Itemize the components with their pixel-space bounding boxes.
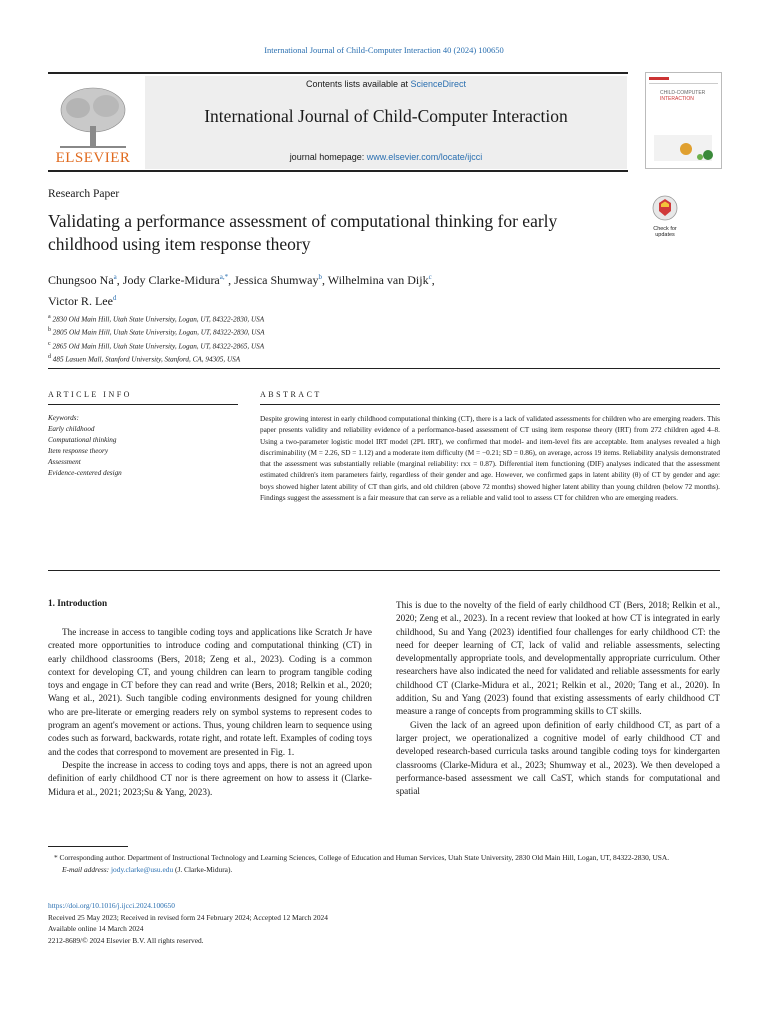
article-type: Research Paper bbox=[48, 188, 120, 200]
paragraph: Despite the increase in access to coding toys and apps, there is not an agreed upon definition of early childhood CT nor is there agreement on how to assess it (Clarke-Midura et al., 2021; 2023;Su & Yang, 2023). bbox=[48, 759, 372, 797]
article-info-heading: ARTICLE INFO bbox=[48, 390, 132, 399]
copyright: 2212-8689/© 2024 Elsevier B.V. All rights reserved. bbox=[48, 935, 204, 945]
affil-marker: b bbox=[48, 327, 51, 334]
author-affil-marker[interactable]: a bbox=[113, 273, 117, 281]
body-right-column bbox=[396, 599, 720, 798]
keyword: Evidence-centered design bbox=[48, 469, 122, 477]
corresponding-author-note: * Corresponding author. Department of Instructional Technology and Learning Sciences, College of Education and Human Services, Utah State University, 2830 Old Main Hill, Logan, UT, 84322-2830, USA. bbox=[54, 853, 670, 862]
author-name[interactable]: Jody Clarke-Midura bbox=[122, 273, 220, 287]
cover-art bbox=[646, 73, 721, 168]
doi-link[interactable]: https://doi.org/10.1016/j.ijcci.2024.100650 bbox=[48, 901, 175, 910]
affiliation bbox=[48, 339, 265, 352]
author-name[interactable]: Chungsoo Na bbox=[48, 273, 114, 287]
journal-title: International Journal of Child-Computer Interaction bbox=[204, 106, 568, 126]
affil-text: 2865 Old Main Hill, Utah State University, Logan, UT, 84322-2865, USA bbox=[52, 342, 265, 351]
paragraph: Given the lack of an agreed upon definition of early childhood CT, as part of a larger project, we operationalized a cognitive model of early childhood CT and developed research-based curricula tasks around tangible coding toys for kindergarten classrooms (Clarke-Midura et al., 2023; Shumway et al., 2023). We then developed a performance-based assessment we call CaST, which stands for computational and spatial bbox=[396, 719, 720, 797]
keyword: Assessment bbox=[48, 458, 81, 466]
email-line bbox=[48, 864, 720, 876]
paragraph: This is due to the novelty of the field of early childhood CT (Bers, 2018; Relkin et al., 2020; Zeng et al., 2023). In a recent review that looked at how CT is integrated in early childhood, Su and Yang (2023) identified four challenges for early childhood CT: the need for deeper learning of CT, lack of valid and reliable assessments, selecting developmentally appropriate tools, and developmentally appropriate curriculum. Other researchers have also indicated the need for validated and reliable assessments for early childhood CT (Clarke-Midura et al., 2021; Relkin et al., 2020; Tang et al., 2020). In addition, Su and Yang (2023) found that existing assessments of early childhood CT measure a range of concepts from programming skills to CT skills. bbox=[396, 600, 720, 717]
received-dates: Received 25 May 2023; Received in revised form 24 February 2024; Accepted 12 March 2024 bbox=[48, 912, 328, 922]
affil-text: 485 Lasuen Mall, Stanford University, Stanford, CA, 94305, USA bbox=[52, 355, 241, 364]
abstract-heading: ABSTRACT bbox=[260, 390, 322, 399]
affiliation bbox=[48, 312, 265, 325]
section-heading: 1. Introduction bbox=[48, 598, 108, 608]
cover-title-line-1: CHILD-COMPUTER bbox=[660, 90, 706, 96]
affiliation bbox=[48, 325, 265, 338]
keywords-label: Keywords: bbox=[48, 414, 79, 422]
affiliation bbox=[48, 352, 265, 365]
affil-marker: a bbox=[48, 314, 51, 320]
author-name[interactable]: Wilhelmina van Dijk bbox=[327, 273, 429, 287]
check-updates-label: Check for updates bbox=[653, 226, 677, 238]
author-affil-marker[interactable]: c bbox=[428, 273, 432, 281]
author-name[interactable]: Jessica Shumway bbox=[234, 273, 319, 287]
keyword: Early childhood bbox=[48, 425, 95, 433]
contents-line bbox=[145, 79, 627, 89]
masthead-rule bbox=[48, 170, 628, 172]
check-updates-icon bbox=[652, 195, 678, 221]
affiliation-list bbox=[48, 312, 265, 366]
publication-info bbox=[48, 900, 328, 946]
available-online: Available online 14 March 2024 bbox=[48, 924, 144, 933]
affil-text: 2805 Old Main Hill, Utah State University, Logan, UT, 84322-2830, USA bbox=[52, 328, 265, 337]
footnote bbox=[48, 852, 720, 875]
sciencedirect-link[interactable]: ScienceDirect bbox=[410, 79, 467, 89]
journal-cover[interactable] bbox=[645, 72, 722, 169]
divider bbox=[48, 368, 720, 369]
homepage-prefix: journal homepage: bbox=[289, 152, 367, 162]
affil-marker: c bbox=[48, 340, 51, 347]
body-left-column bbox=[48, 626, 372, 799]
divider bbox=[48, 404, 238, 405]
masthead-rule bbox=[48, 72, 628, 74]
cover-title bbox=[660, 90, 705, 102]
publisher-name: ELSEVIER bbox=[55, 150, 131, 166]
affil-marker: d bbox=[48, 354, 51, 361]
footnote-rule bbox=[48, 846, 128, 847]
divider bbox=[48, 570, 720, 571]
homepage-link[interactable]: www.elsevier.com/locate/ijcci bbox=[366, 152, 483, 162]
author-name[interactable]: Victor R. Lee bbox=[48, 294, 113, 308]
author-affil-marker[interactable]: a,* bbox=[219, 273, 229, 281]
email-link[interactable]: jody.clarke@usu.edu bbox=[111, 864, 174, 874]
author-affil-marker[interactable]: d bbox=[112, 294, 117, 302]
homepage-line bbox=[145, 152, 627, 162]
author-list: Chungsoo Na$^a$, Jody Clarke-Midura$^{a,*}$, Jessica Shumway$^b$, Wilhelmina van Dijk$^c$, Victor R. Lee$^d$ bbox=[48, 273, 435, 308]
abstract-text: Despite growing interest in early childhood computational thinking (CT), there is a lack of validated assessments for children who are emerging readers. This paper presents validity and reliability evidence of a performance-based assessment of CT using item response theory (IRT) from 272 children aged 4–8. Using a two-parameter logistic model IRT model (2PL IRT), we confirmed that model- and item-level fits are acceptable. Item analyses revealed a high discriminability (M = 2.26, SD = 1.12) and a moderate item difficulty (M = −0.21; SD = 0.86), on average, across 19 items. Reliability analysis demonstrated that the assessment was substantially reliable (marginal reliability: rxx = 0.87). Differential item functioning (DIF) analyses indicated that the assessment estimated children's item parameters fairly, regardless of their gender and age. However, we confirmed gaps in latent ability (θ) of CT by gender and age: boys showed higher latent ability of CT than girls, and old children (above 72 months) showed higher latent ability than young children (below 72 months). Findings suggest the assessment is a fair measure that can serve as a reliable and valid tool to assess CT for children who are emerging readers. bbox=[260, 414, 720, 503]
divider bbox=[260, 404, 720, 405]
keywords-block bbox=[48, 413, 122, 479]
article-title: Validating a performance assessment of computational thinking for early childhood using item response theory bbox=[48, 211, 558, 254]
check-for-updates-button[interactable] bbox=[645, 195, 685, 238]
email-suffix: (J. Clarke-Midura). bbox=[173, 864, 233, 874]
keyword: Computational thinking bbox=[48, 436, 117, 444]
journal-reference[interactable]: International Journal of Child-Computer Interaction 40 (2024) 100650 bbox=[264, 45, 504, 55]
author-affil-marker[interactable]: b bbox=[318, 273, 322, 281]
cover-title-line-2: INTERACTION bbox=[660, 96, 694, 102]
paragraph: The increase in access to tangible coding toys and applications like Scratch Jr have created more opportunities to introduce coding and computational thinking (CT) in early childhood classrooms (Bers, 2018; Zeng et al., 2023). Coding is a common context for developing CT, and young children can learn to program tangible coding toys and engage in CT before they can read and write (Bers, 2018; Relkin et al., 2020; Wang et al., 2021). Such tangible coding environments designed for young children who are pre-literate or emerging readers rely on symbol systems to represent codes to program an agent's movement or actions. Thus, young children learn to sequence using codes such as forward, backwards, rotate right, and rotate left. Examples of coding toys and the codes that correspond to movement are presented in Fig. 1. bbox=[48, 627, 372, 757]
email-label: E-mail address: bbox=[62, 864, 111, 874]
keyword: Item response theory bbox=[48, 447, 109, 455]
contents-prefix: Contents lists available at bbox=[305, 79, 411, 89]
affil-text: 2830 Old Main Hill, Utah State University, Logan, UT, 84322-2830, USA bbox=[52, 315, 265, 324]
